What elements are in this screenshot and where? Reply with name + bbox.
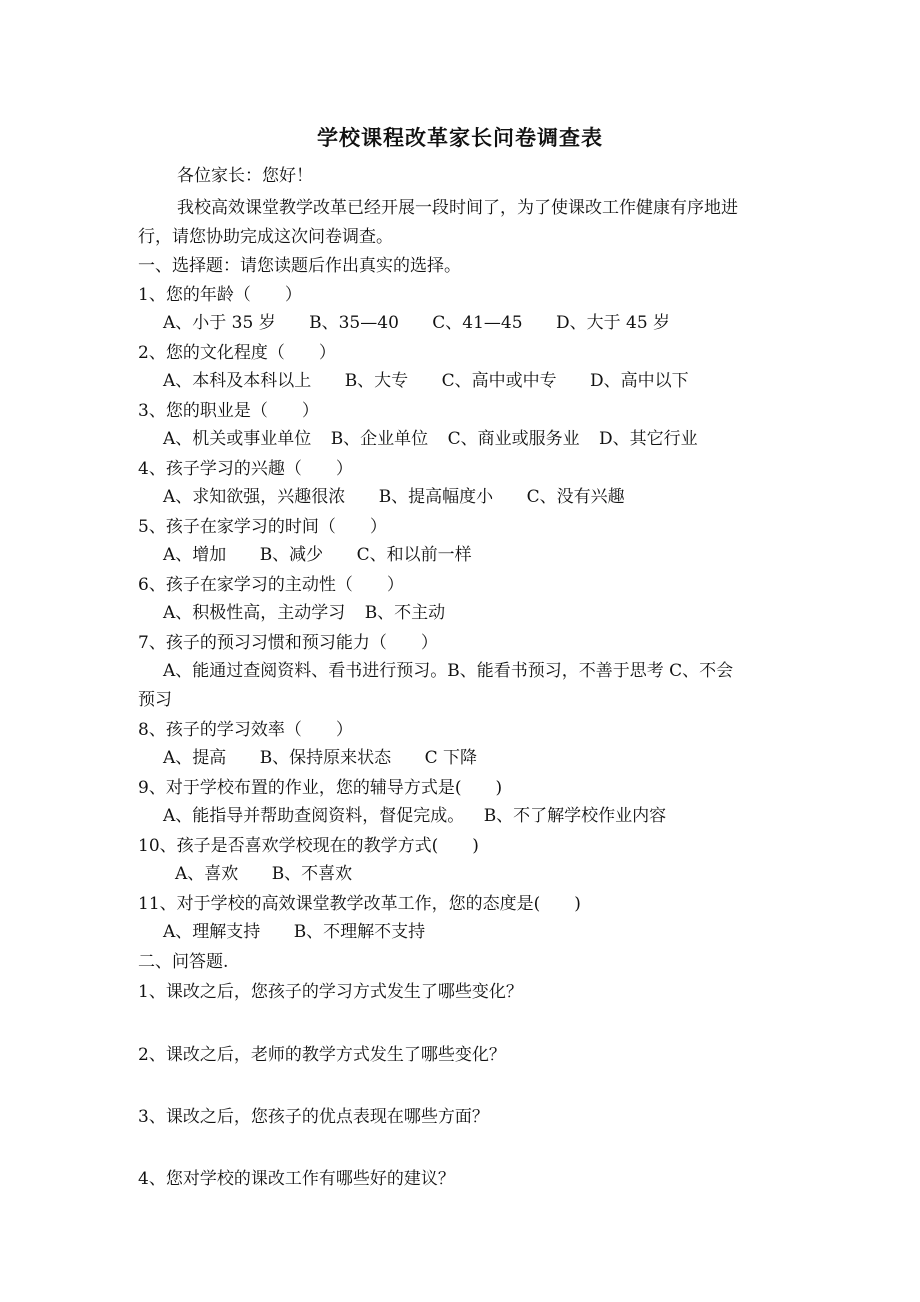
greeting: 各位家长：您好！	[177, 166, 313, 186]
question-7-options-line-1: A、能通过查阅资料、看书进行预习。B、能看书预习，不善于思考 C、不会	[163, 661, 734, 681]
option: B、大专	[344, 371, 409, 391]
question-7: 7、孩子的预习习惯和预习能力（ ）	[138, 633, 438, 653]
question-5-options	[163, 544, 813, 566]
option: A、提高	[163, 748, 227, 768]
option: B、企业单位	[330, 429, 429, 449]
intro-line-2: 行，请您协助完成这次问卷调查。	[138, 227, 393, 247]
question-11-options	[163, 921, 813, 943]
open-question-1: 1、课改之后，您孩子的学习方式发生了哪些变化？	[138, 982, 523, 1002]
question-11: 11、对于学校的高效课堂教学改革工作，您的态度是( )	[138, 894, 581, 914]
option: C、商业或服务业	[447, 429, 580, 449]
option: B、不理解不支持	[293, 922, 426, 942]
option: A、求知欲强，兴趣很浓	[163, 487, 346, 507]
option: A、小于 35 岁	[163, 313, 276, 333]
question-3-options	[163, 428, 813, 450]
open-question-3: 3、课改之后，您孩子的优点表现在哪些方面？	[138, 1107, 489, 1127]
option: D、高中以下	[590, 371, 689, 391]
option: D、大于 45 岁	[555, 313, 671, 333]
intro-line-1: 我校高效课堂教学改革已经开展一段时间了，为了使课改工作健康有序地进	[177, 198, 738, 218]
question-5: 5、孩子在家学习的时间（ ）	[138, 517, 387, 537]
option: C、没有兴趣	[526, 487, 625, 507]
option: B、不了解学校作业内容	[483, 806, 667, 826]
question-8-options	[163, 747, 813, 769]
question-9-options	[163, 805, 813, 827]
question-10-options	[175, 863, 825, 885]
option: A、增加	[163, 545, 227, 565]
option: C、和以前一样	[356, 545, 472, 565]
option: A、理解支持	[163, 922, 261, 942]
question-1-options	[163, 312, 813, 334]
question-7-options-line-2: 预习	[138, 690, 172, 710]
question-2: 2、您的文化程度（ ）	[138, 343, 336, 363]
question-6-options	[163, 602, 813, 624]
question-8: 8、孩子的学习效率（ ）	[138, 720, 353, 740]
option: D、其它行业	[599, 429, 698, 449]
option: A、机关或事业单位	[163, 429, 312, 449]
option: C 下降	[424, 748, 478, 768]
question-4: 4、孩子学习的兴趣（ ）	[138, 459, 353, 479]
option: C、41—45	[432, 313, 523, 333]
section-heading-open: 二、问答题.	[138, 952, 229, 972]
option: A、喜欢	[175, 864, 239, 884]
document-title: 学校课程改革家长问卷调查表	[317, 125, 603, 150]
option: C、高中或中专	[441, 371, 557, 391]
option: A、能指导并帮助查阅资料，督促完成。	[163, 806, 465, 826]
option: B、不主动	[364, 603, 446, 623]
question-1: 1、您的年龄（ ）	[138, 285, 302, 305]
option: B、减少	[259, 545, 324, 565]
section-heading-choice: 一、选择题：请您读题后作出真实的选择。	[138, 256, 461, 276]
option: B、保持原来状态	[259, 748, 392, 768]
question-10: 10、孩子是否喜欢学校现在的教学方式( )	[138, 836, 479, 856]
option: B、35—40	[309, 313, 399, 333]
question-2-options	[163, 370, 813, 392]
open-question-2: 2、课改之后，老师的教学方式发生了哪些变化？	[138, 1045, 506, 1065]
option: A、积极性高，主动学习	[163, 603, 346, 623]
question-9: 9、对于学校布置的作业，您的辅导方式是( )	[138, 778, 503, 798]
open-question-4: 4、您对学校的课改工作有哪些好的建议？	[138, 1169, 455, 1189]
question-6: 6、孩子在家学习的主动性（ ）	[138, 575, 404, 595]
option: A、本科及本科以上	[163, 371, 312, 391]
option: B、提高幅度小	[378, 487, 494, 507]
option: B、不喜欢	[271, 864, 353, 884]
question-4-options	[163, 486, 813, 508]
question-3: 3、您的职业是（ ）	[138, 401, 319, 421]
